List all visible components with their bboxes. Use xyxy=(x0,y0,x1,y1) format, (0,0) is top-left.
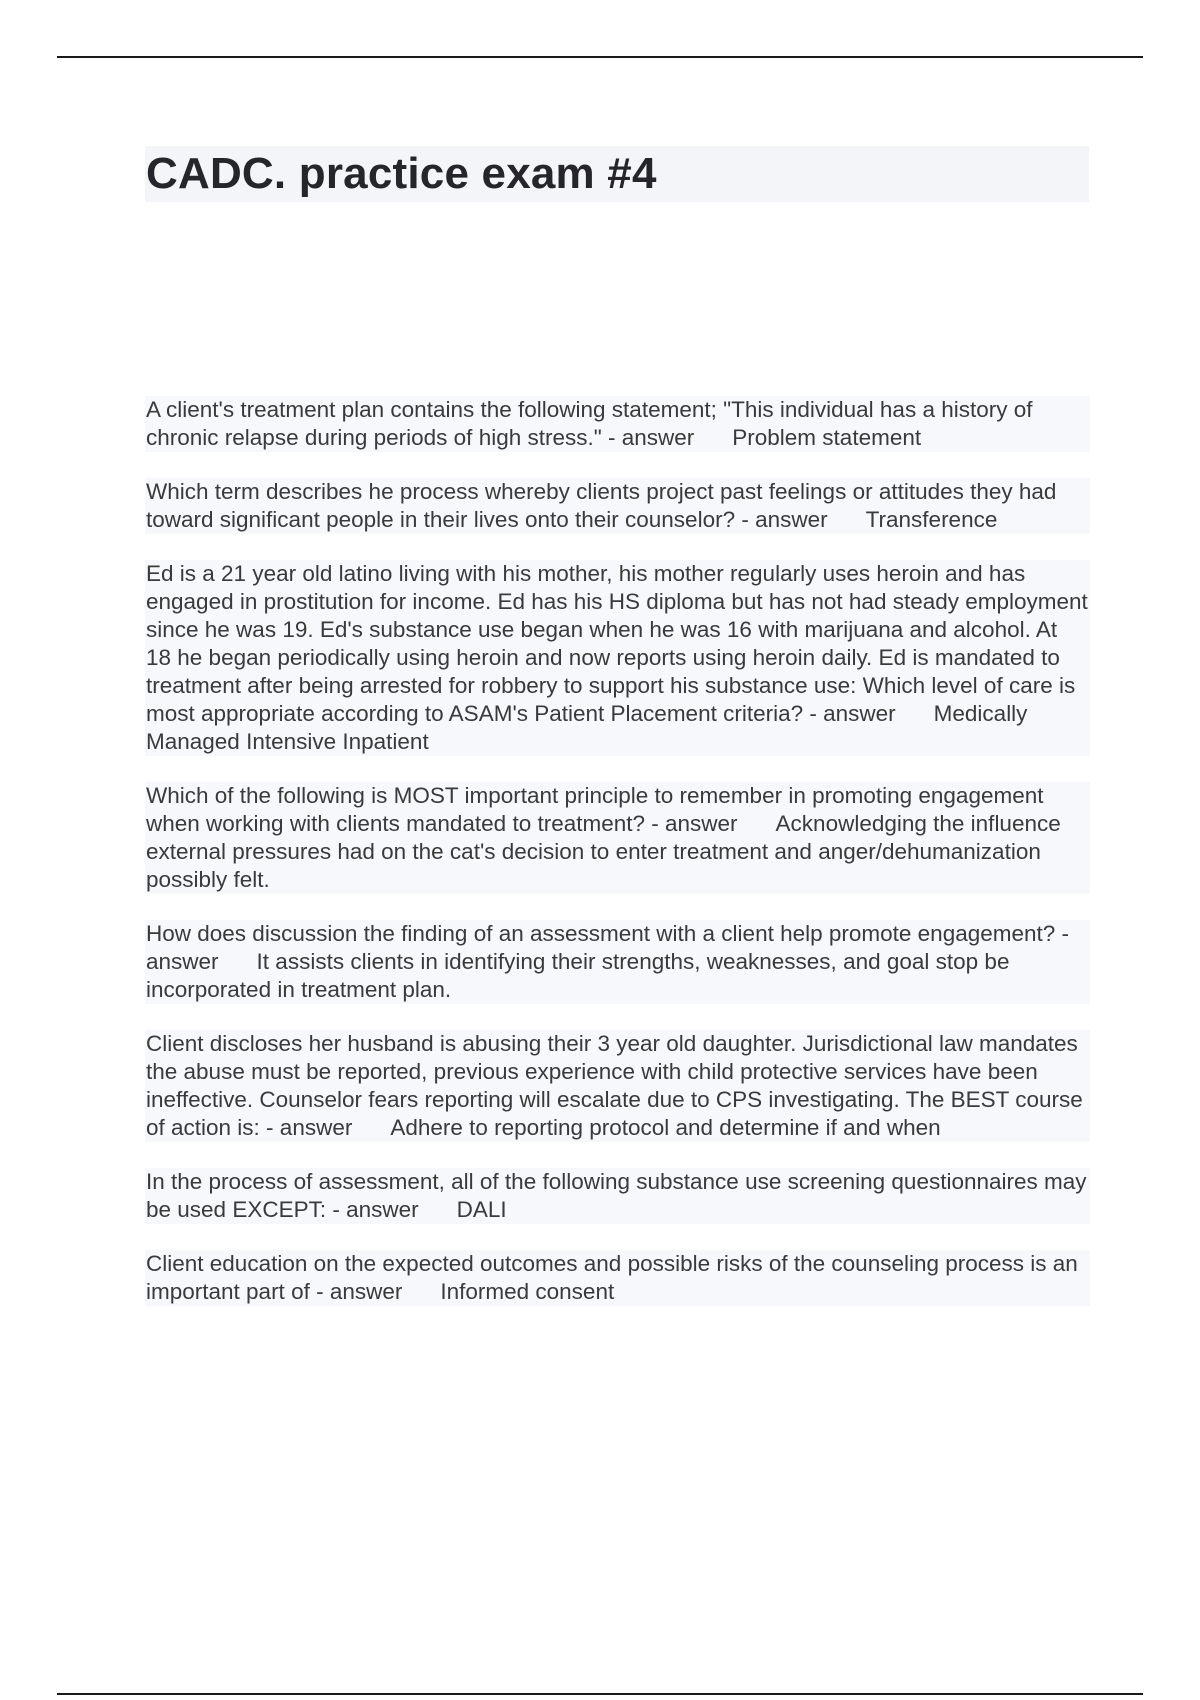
qa-item-5 xyxy=(145,920,1090,1004)
answer-text: Problem statement xyxy=(732,425,922,450)
qa-item-6 xyxy=(145,1030,1090,1142)
answer-text: Transference xyxy=(865,507,998,532)
qa-item-1 xyxy=(145,396,1090,452)
question-text: Client discloses her husband is abusing their 3 year old daughter. Jurisdictional law mandates the abuse must be reported, previous experience with child protective services have been ineffective. Counselor fears reporting will escalate due to CPS investigating. The BEST course of action is: - answer xyxy=(146,1031,1083,1140)
answer-text: Adhere to reporting protocol and determine if and when xyxy=(390,1115,941,1140)
qa-item-4 xyxy=(145,782,1090,894)
question-text: Which of the following is MOST important principle to remember in promoting engagement when working with clients mandated to treatment? - answer xyxy=(146,783,1044,836)
bottom-rule xyxy=(57,1693,1143,1695)
page-title: CADC. practice exam #4 xyxy=(146,149,657,198)
question-text: Client education on the expected outcomes and possible risks of the counseling process is an important part of - answer xyxy=(146,1251,1078,1304)
question-text: Which term describes he process whereby clients project past feelings or attitudes they had toward significant people in their lives onto their counselor? - answer xyxy=(146,479,1057,532)
answer-text: Medically Managed Intensive Inpatient xyxy=(146,701,1028,754)
qa-item-8 xyxy=(145,1250,1090,1306)
question-text: Ed is a 21 year old latino living with his mother, his mother regularly uses heroin and has engaged in prostitution for income. Ed has his HS diploma but has not had steady employment since he was 19. Ed's substance use began when he was 16 with marijuana and alcohol. At 18 he began periodically using heroin and now reports using heroin daily. Ed is mandated to treatment after being arrested for robbery to support his substance use: Which level of care is most appropriate according to ASAM's Patient Placement criteria? - answer xyxy=(146,561,1088,726)
answer-text: Acknowledging the influence external pressures had on the cat's decision to enter treatment and anger/dehumanization possibly felt. xyxy=(146,811,1061,892)
question-text: In the process of assessment, all of the following substance use screening questionnaires may be used EXCEPT: - answer xyxy=(146,1169,1087,1222)
qa-item-3 xyxy=(145,560,1090,756)
answer-text: Informed consent xyxy=(440,1279,615,1304)
qa-item-7 xyxy=(145,1168,1090,1224)
question-text: How does discussion the finding of an assessment with a client help promote engagement? - answer xyxy=(146,921,1070,974)
answer-text: It assists clients in identifying their strengths, weaknesses, and goal stop be incorporated in treatment plan. xyxy=(146,949,1010,1002)
qa-list xyxy=(145,396,1090,1332)
top-rule xyxy=(57,56,1143,58)
answer-text: DALI xyxy=(456,1197,507,1222)
qa-item-2 xyxy=(145,478,1090,534)
question-text: A client's treatment plan contains the following statement; "This individual has a history of chronic relapse during periods of high stress." - answer xyxy=(146,397,1033,450)
